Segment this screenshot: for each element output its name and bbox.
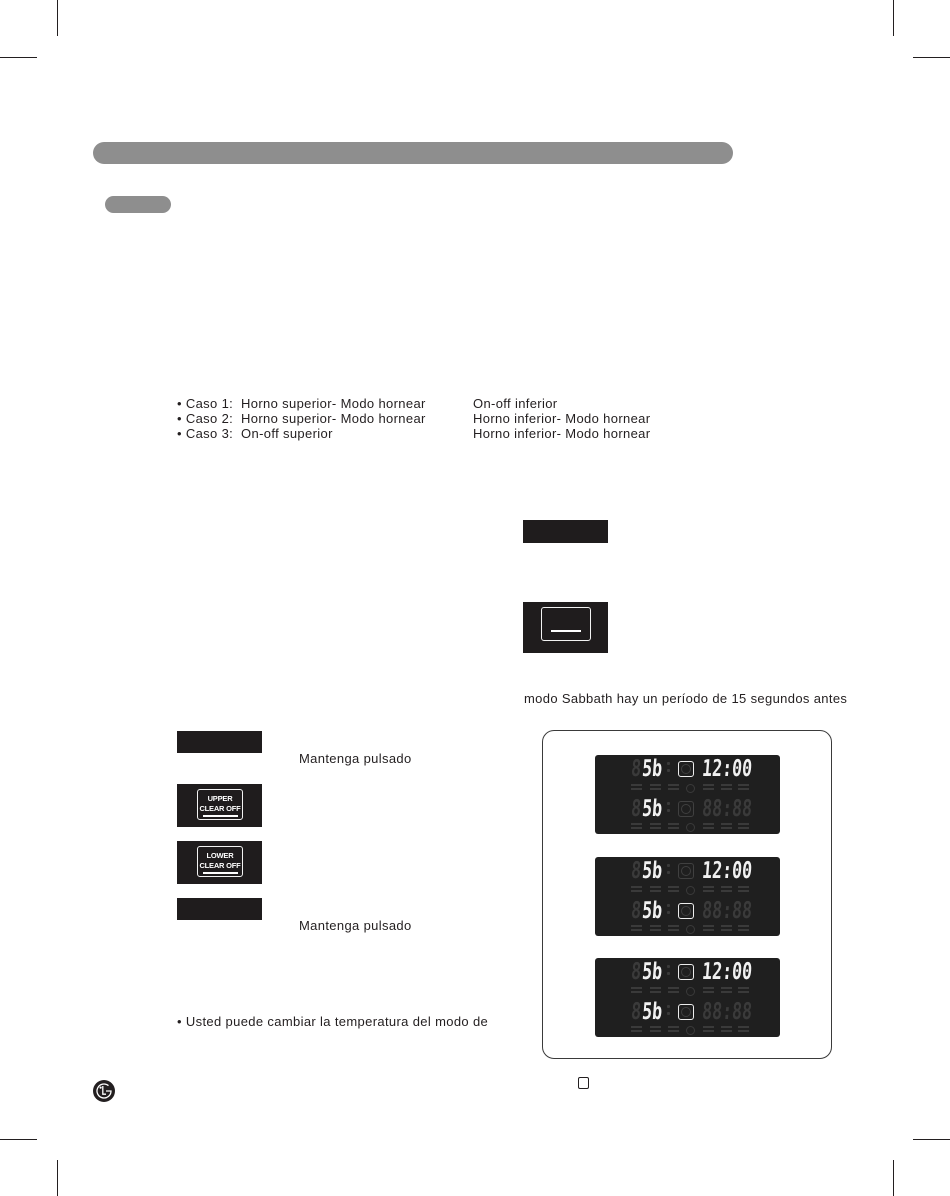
lower-fan-icon bbox=[678, 801, 694, 817]
legend-fan-icon bbox=[686, 925, 695, 934]
upper-oven-icon bbox=[678, 964, 694, 980]
upper-legend bbox=[595, 987, 780, 996]
fan-icon bbox=[681, 804, 691, 814]
lg-logo-icon bbox=[93, 1080, 115, 1102]
section-header-bar bbox=[93, 142, 733, 164]
upper-lead-digit: 8 bbox=[630, 756, 643, 782]
legend-mark bbox=[738, 925, 749, 927]
dim-indicator-marks bbox=[667, 1005, 670, 1017]
legend-mark bbox=[631, 823, 642, 825]
legend-mark bbox=[631, 886, 642, 888]
legend-mark bbox=[668, 890, 679, 892]
legend-mark bbox=[703, 991, 714, 993]
key-underline bbox=[203, 872, 238, 874]
legend-mark bbox=[738, 991, 749, 993]
upper-lead-digit: 8 bbox=[630, 858, 643, 884]
upper-fan-icon bbox=[678, 863, 694, 879]
legend-mark bbox=[738, 987, 749, 989]
legend-mark bbox=[668, 1030, 679, 1032]
legend-mark bbox=[721, 827, 732, 829]
key-frame bbox=[197, 789, 243, 820]
case-1-upper: • Caso 1: Horno superior- Modo hornear bbox=[177, 396, 426, 411]
legend-mark bbox=[721, 823, 732, 825]
display-panel-1 bbox=[595, 755, 780, 834]
legend-mark bbox=[631, 1026, 642, 1028]
legend-mark bbox=[650, 784, 661, 786]
legend-mark bbox=[668, 788, 679, 790]
blank-key-illustration bbox=[523, 520, 608, 543]
key-underline bbox=[203, 815, 238, 817]
case-2-upper: • Caso 2: Horno superior- Modo hornear bbox=[177, 411, 426, 426]
legend-fan-icon bbox=[686, 886, 695, 895]
dim-indicator-marks bbox=[667, 802, 670, 814]
upper-lead-digit: 8 bbox=[630, 959, 643, 985]
key-label-line1: UPPER bbox=[207, 794, 233, 803]
lower-clock-digits: 88:88 bbox=[701, 999, 754, 1025]
legend-mark bbox=[650, 925, 661, 927]
case-1-lower: On-off inferior bbox=[473, 396, 558, 411]
legend-mark bbox=[650, 991, 661, 993]
legend-mark bbox=[721, 929, 732, 931]
key-label-line2: CLEAR OFF bbox=[199, 861, 241, 870]
legend-mark bbox=[738, 1026, 749, 1028]
legend-mark bbox=[650, 823, 661, 825]
legend-fan-icon bbox=[686, 987, 695, 996]
lower-mode-digits: 5b bbox=[641, 898, 664, 924]
upper-clock-digits: 12:00 bbox=[701, 858, 754, 884]
legend-mark bbox=[631, 784, 642, 786]
legend-mark bbox=[703, 827, 714, 829]
legend-mark bbox=[631, 987, 642, 989]
upper-legend bbox=[595, 886, 780, 895]
legend-mark bbox=[721, 1026, 732, 1028]
legend-mark bbox=[631, 788, 642, 790]
legend-mark bbox=[650, 886, 661, 888]
upper-clear-off-key bbox=[177, 784, 262, 827]
legend-mark bbox=[668, 1026, 679, 1028]
legend-mark bbox=[721, 784, 732, 786]
fan-icon bbox=[681, 906, 691, 916]
legend-mark bbox=[668, 925, 679, 927]
lower-oven-icon bbox=[678, 1004, 694, 1020]
lower-clock-digits: 88:88 bbox=[701, 796, 754, 822]
subsection-tag bbox=[105, 196, 171, 213]
framed-key-illustration bbox=[523, 602, 608, 653]
legend-fan-icon bbox=[686, 823, 695, 832]
key-underline bbox=[551, 630, 581, 632]
legend-mark bbox=[668, 886, 679, 888]
legend-mark bbox=[668, 991, 679, 993]
display-panel-3 bbox=[595, 958, 780, 1037]
legend-mark bbox=[721, 987, 732, 989]
case-3-upper: • Caso 3: On-off superior bbox=[177, 426, 333, 441]
legend-mark bbox=[738, 929, 749, 931]
fan-icon bbox=[681, 1007, 691, 1017]
legend-mark bbox=[631, 890, 642, 892]
temperature-note: • Usted puede cambiar la temperatura del modo de bbox=[177, 1014, 489, 1029]
dim-indicator-marks bbox=[667, 864, 670, 876]
lower-lead-digit: 8 bbox=[630, 796, 643, 822]
lower-mode-digits: 5b bbox=[641, 999, 664, 1025]
legend-mark bbox=[703, 823, 714, 825]
case-3-lower: Horno inferior- Modo hornear bbox=[473, 426, 651, 441]
legend-mark bbox=[650, 929, 661, 931]
legend-mark bbox=[738, 784, 749, 786]
key-label-line1: LOWER bbox=[206, 851, 234, 860]
legend-mark bbox=[721, 788, 732, 790]
crop-mark bbox=[0, 1139, 37, 1140]
legend-mark bbox=[721, 925, 732, 927]
legend-mark bbox=[650, 890, 661, 892]
blank-key-illustration bbox=[177, 898, 262, 920]
key-label-line2: CLEAR OFF bbox=[199, 804, 241, 813]
legend-mark bbox=[650, 1030, 661, 1032]
fan-icon bbox=[681, 967, 691, 977]
step-2-instruction: Mantenga pulsado bbox=[299, 918, 412, 933]
lower-oven-icon bbox=[678, 903, 694, 919]
legend-mark bbox=[738, 788, 749, 790]
legend-mark bbox=[703, 890, 714, 892]
lower-clear-off-key bbox=[177, 841, 262, 884]
lower-legend bbox=[595, 925, 780, 934]
lower-lead-digit: 8 bbox=[630, 898, 643, 924]
legend-mark bbox=[631, 925, 642, 927]
legend-mark bbox=[631, 929, 642, 931]
legend-mark bbox=[703, 987, 714, 989]
legend-mark bbox=[668, 987, 679, 989]
key-frame bbox=[197, 846, 243, 877]
lower-clock-digits: 88:88 bbox=[701, 898, 754, 924]
legend-mark bbox=[703, 784, 714, 786]
legend-mark bbox=[738, 886, 749, 888]
dim-indicator-marks bbox=[667, 762, 670, 774]
legend-mark bbox=[738, 1030, 749, 1032]
upper-oven-icon bbox=[678, 761, 694, 777]
legend-mark bbox=[703, 788, 714, 790]
key-frame bbox=[541, 607, 591, 641]
lower-lead-digit: 8 bbox=[630, 999, 643, 1025]
upper-mode-digits: 5b bbox=[641, 756, 664, 782]
legend-mark bbox=[631, 1030, 642, 1032]
upper-mode-digits: 5b bbox=[641, 959, 664, 985]
legend-mark bbox=[668, 827, 679, 829]
legend-mark bbox=[703, 886, 714, 888]
legend-mark bbox=[650, 827, 661, 829]
fan-icon bbox=[681, 764, 691, 774]
upper-clock-digits: 12:00 bbox=[701, 959, 754, 985]
legend-mark bbox=[738, 823, 749, 825]
fan-icon bbox=[681, 866, 691, 876]
display-panel-2 bbox=[595, 857, 780, 936]
crop-mark bbox=[913, 57, 950, 58]
legend-mark bbox=[668, 823, 679, 825]
crop-mark bbox=[893, 1160, 894, 1196]
legend-mark bbox=[721, 991, 732, 993]
crop-mark bbox=[0, 57, 37, 58]
legend-mark bbox=[650, 1026, 661, 1028]
upper-legend bbox=[595, 784, 780, 793]
legend-mark bbox=[721, 890, 732, 892]
upper-clock-digits: 12:00 bbox=[701, 756, 754, 782]
crop-mark bbox=[57, 1160, 58, 1196]
lower-legend bbox=[595, 1026, 780, 1035]
page-number-box bbox=[578, 1077, 589, 1089]
lower-mode-digits: 5b bbox=[641, 796, 664, 822]
legend-mark bbox=[668, 929, 679, 931]
legend-mark bbox=[738, 890, 749, 892]
legend-mark bbox=[721, 886, 732, 888]
legend-mark bbox=[721, 1030, 732, 1032]
legend-mark bbox=[668, 784, 679, 786]
legend-mark bbox=[650, 788, 661, 790]
legend-fan-icon bbox=[686, 1026, 695, 1035]
legend-mark bbox=[650, 987, 661, 989]
case-2-lower: Horno inferior- Modo hornear bbox=[473, 411, 651, 426]
legend-fan-icon bbox=[686, 784, 695, 793]
legend-mark bbox=[703, 1026, 714, 1028]
legend-mark bbox=[738, 827, 749, 829]
sabbath-note: modo Sabbath hay un período de 15 segundos antes bbox=[524, 691, 848, 706]
legend-mark bbox=[631, 991, 642, 993]
legend-mark bbox=[703, 925, 714, 927]
legend-mark bbox=[703, 1030, 714, 1032]
crop-mark bbox=[57, 0, 58, 36]
step-1-instruction: Mantenga pulsado bbox=[299, 751, 412, 766]
crop-mark bbox=[913, 1139, 950, 1140]
legend-mark bbox=[703, 929, 714, 931]
legend-mark bbox=[631, 827, 642, 829]
dim-indicator-marks bbox=[667, 965, 670, 977]
dim-indicator-marks bbox=[667, 904, 670, 916]
lower-legend bbox=[595, 823, 780, 832]
upper-mode-digits: 5b bbox=[641, 858, 664, 884]
crop-mark bbox=[893, 0, 894, 36]
blank-key-illustration bbox=[177, 731, 262, 753]
